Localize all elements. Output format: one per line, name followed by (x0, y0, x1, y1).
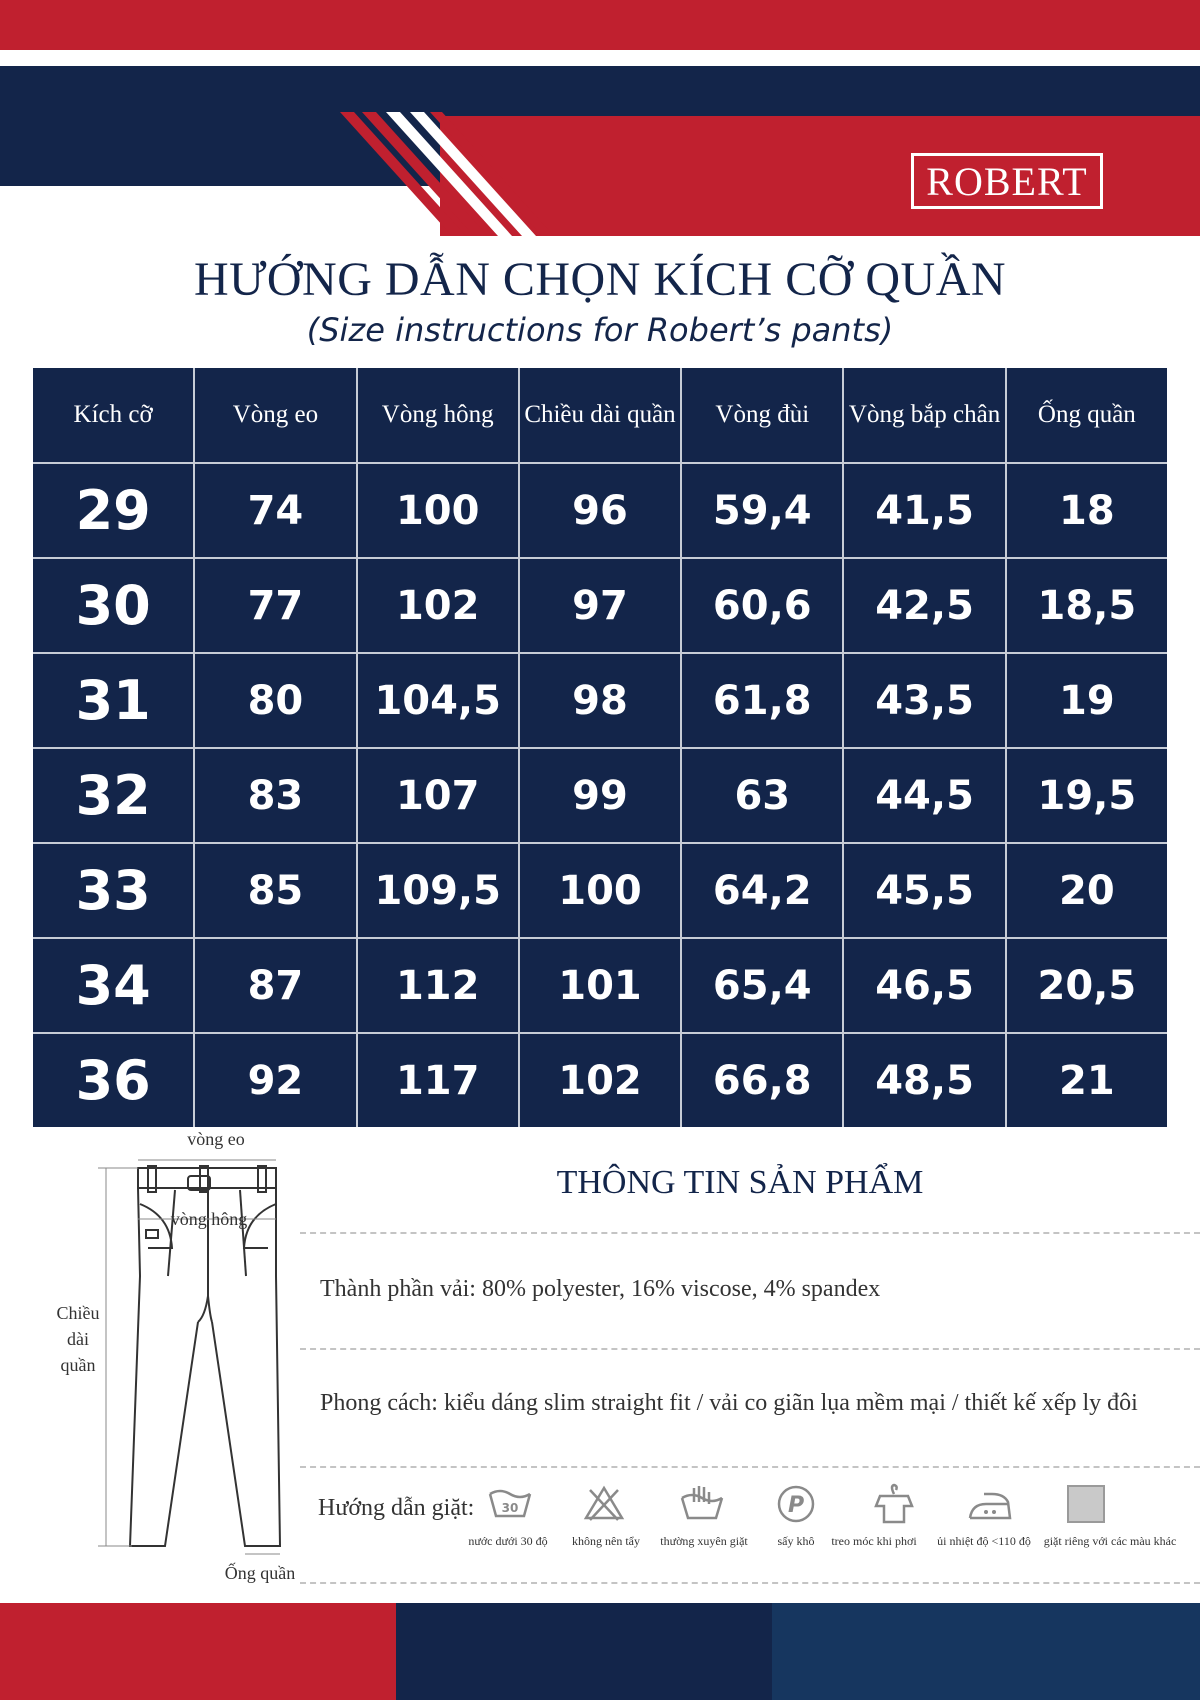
table-cell: 18,5 (1007, 559, 1167, 652)
table-cell: 41,5 (844, 464, 1004, 557)
table-cell: 83 (195, 749, 355, 842)
table-cell: 65,4 (682, 939, 842, 1032)
table-cell: 102 (520, 1034, 680, 1127)
table-cell: 104,5 (358, 654, 518, 747)
waist-label: vòng eo (187, 1129, 245, 1149)
pants-diagram (40, 1126, 310, 1596)
table-cell: 117 (358, 1034, 518, 1127)
care-label-no-bleach: không nên tẩy (572, 1534, 640, 1548)
table-cell: 102 (358, 559, 518, 652)
table-cell: 99 (520, 749, 680, 842)
dry-clean-p-icon (770, 1482, 822, 1526)
table-cell: 19 (1007, 654, 1167, 747)
table-cell: 20 (1007, 844, 1167, 937)
divider (300, 1232, 1200, 1234)
top-red-stripe (0, 0, 1200, 50)
table-cell: 60,6 (682, 559, 842, 652)
no-bleach-icon (578, 1482, 630, 1526)
product-info-title: THÔNG TIN SẢN PHẨM (556, 1164, 924, 1201)
page-title: HƯỚNG DẪN CHỌN KÍCH CỠ QUẦN (193, 253, 1007, 306)
table-cell: 66,8 (682, 1034, 842, 1127)
table-cell: 109,5 (358, 844, 518, 937)
table-cell: 19,5 (1007, 749, 1167, 842)
divider (300, 1466, 1200, 1468)
table-cell: 77 (195, 559, 355, 652)
care-label-hang-dry: treo móc khi phơi (831, 1534, 917, 1548)
table-cell: 87 (195, 939, 355, 1032)
care-label-dry: sấy khô (777, 1534, 815, 1548)
table-cell: 64,2 (682, 844, 842, 937)
table-cell: 44,5 (844, 749, 1004, 842)
svg-text:P: P (787, 1493, 805, 1518)
table-cell: 98 (520, 654, 680, 747)
length-label-line1: Chiều (56, 1303, 100, 1323)
brand-logo: ROBERT (911, 153, 1103, 209)
table-cell: 107 (358, 749, 518, 842)
size-value: 36 (33, 1034, 193, 1127)
hem-label: Ống quần (224, 1563, 296, 1583)
header-size: Kích cỡ (33, 368, 193, 462)
header-waist: Vòng eo (195, 368, 355, 462)
size-value: 32 (33, 749, 193, 842)
page-subtitle: (Size instructions for Robert’s pants) (306, 311, 894, 349)
table-cell: 96 (520, 464, 680, 557)
size-value: 33 (33, 844, 193, 937)
size-value: 30 (33, 559, 193, 652)
table-cell: 112 (358, 939, 518, 1032)
hand-wash-icon (676, 1482, 728, 1526)
table-cell: 18 (1007, 464, 1167, 557)
table-cell: 85 (195, 844, 355, 937)
style-description: Phong cách: kiểu dáng slim straight fit / vải co giãn lụa mềm mại / thiết kế xếp ly đôi (320, 1390, 1138, 1416)
table-cell: 20,5 (1007, 939, 1167, 1032)
header-hem: Ống quần (1007, 368, 1167, 462)
table-cell: 80 (195, 654, 355, 747)
table-cell: 42,5 (844, 559, 1004, 652)
table-cell: 63 (682, 749, 842, 842)
length-label-line3: quần (60, 1355, 96, 1375)
header-hip: Vòng hông (358, 368, 518, 462)
length-label-line2: dài (67, 1329, 89, 1349)
care-label-hand-wash: thường xuyên giặt (660, 1534, 748, 1548)
wash-separately-icon (1062, 1484, 1114, 1528)
header-length: Chiều dài quần (520, 368, 680, 462)
table-cell: 100 (358, 464, 518, 557)
length-label (40, 1300, 116, 1378)
hip-label: vòng hông (170, 1209, 248, 1229)
table-cell: 74 (195, 464, 355, 557)
size-value: 34 (33, 939, 193, 1032)
table-cell: 97 (520, 559, 680, 652)
diagonal-stripes (340, 112, 570, 242)
table-cell: 92 (195, 1034, 355, 1127)
care-label-wash-separately: giặt riêng với các màu khác (1043, 1534, 1177, 1548)
bottom-blue-band (772, 1603, 1200, 1700)
size-value: 31 (33, 654, 193, 747)
size-value: 29 (33, 464, 193, 557)
divider (300, 1582, 1200, 1584)
wash-instructions-label: Hướng dẫn giặt: (318, 1495, 475, 1521)
fabric-composition: Thành phần vải: 80% polyester, 16% viscose, 4% spandex (320, 1276, 881, 1302)
divider (300, 1348, 1200, 1350)
svg-text:30: 30 (501, 1501, 519, 1515)
header-calf: Vòng bắp chân (844, 368, 1004, 462)
bottom-navy-band (396, 1603, 772, 1700)
bottom-red-band (0, 1603, 396, 1700)
wash-30-icon (484, 1482, 536, 1526)
iron-low-icon (964, 1484, 1016, 1528)
table-cell: 21 (1007, 1034, 1167, 1127)
table-cell: 61,8 (682, 654, 842, 747)
header-thigh: Vòng đùi (682, 368, 842, 462)
hang-dry-icon (868, 1482, 920, 1526)
table-cell: 100 (520, 844, 680, 937)
care-label-iron: ủi nhiệt độ <110 độ (937, 1534, 1031, 1548)
care-label-wash-30: nước dưới 30 độ (468, 1534, 548, 1548)
table-cell: 59,4 (682, 464, 842, 557)
size-table (33, 368, 1167, 1127)
table-cell: 101 (520, 939, 680, 1032)
table-cell: 43,5 (844, 654, 1004, 747)
table-cell: 46,5 (844, 939, 1004, 1032)
table-cell: 48,5 (844, 1034, 1004, 1127)
table-cell: 45,5 (844, 844, 1004, 937)
